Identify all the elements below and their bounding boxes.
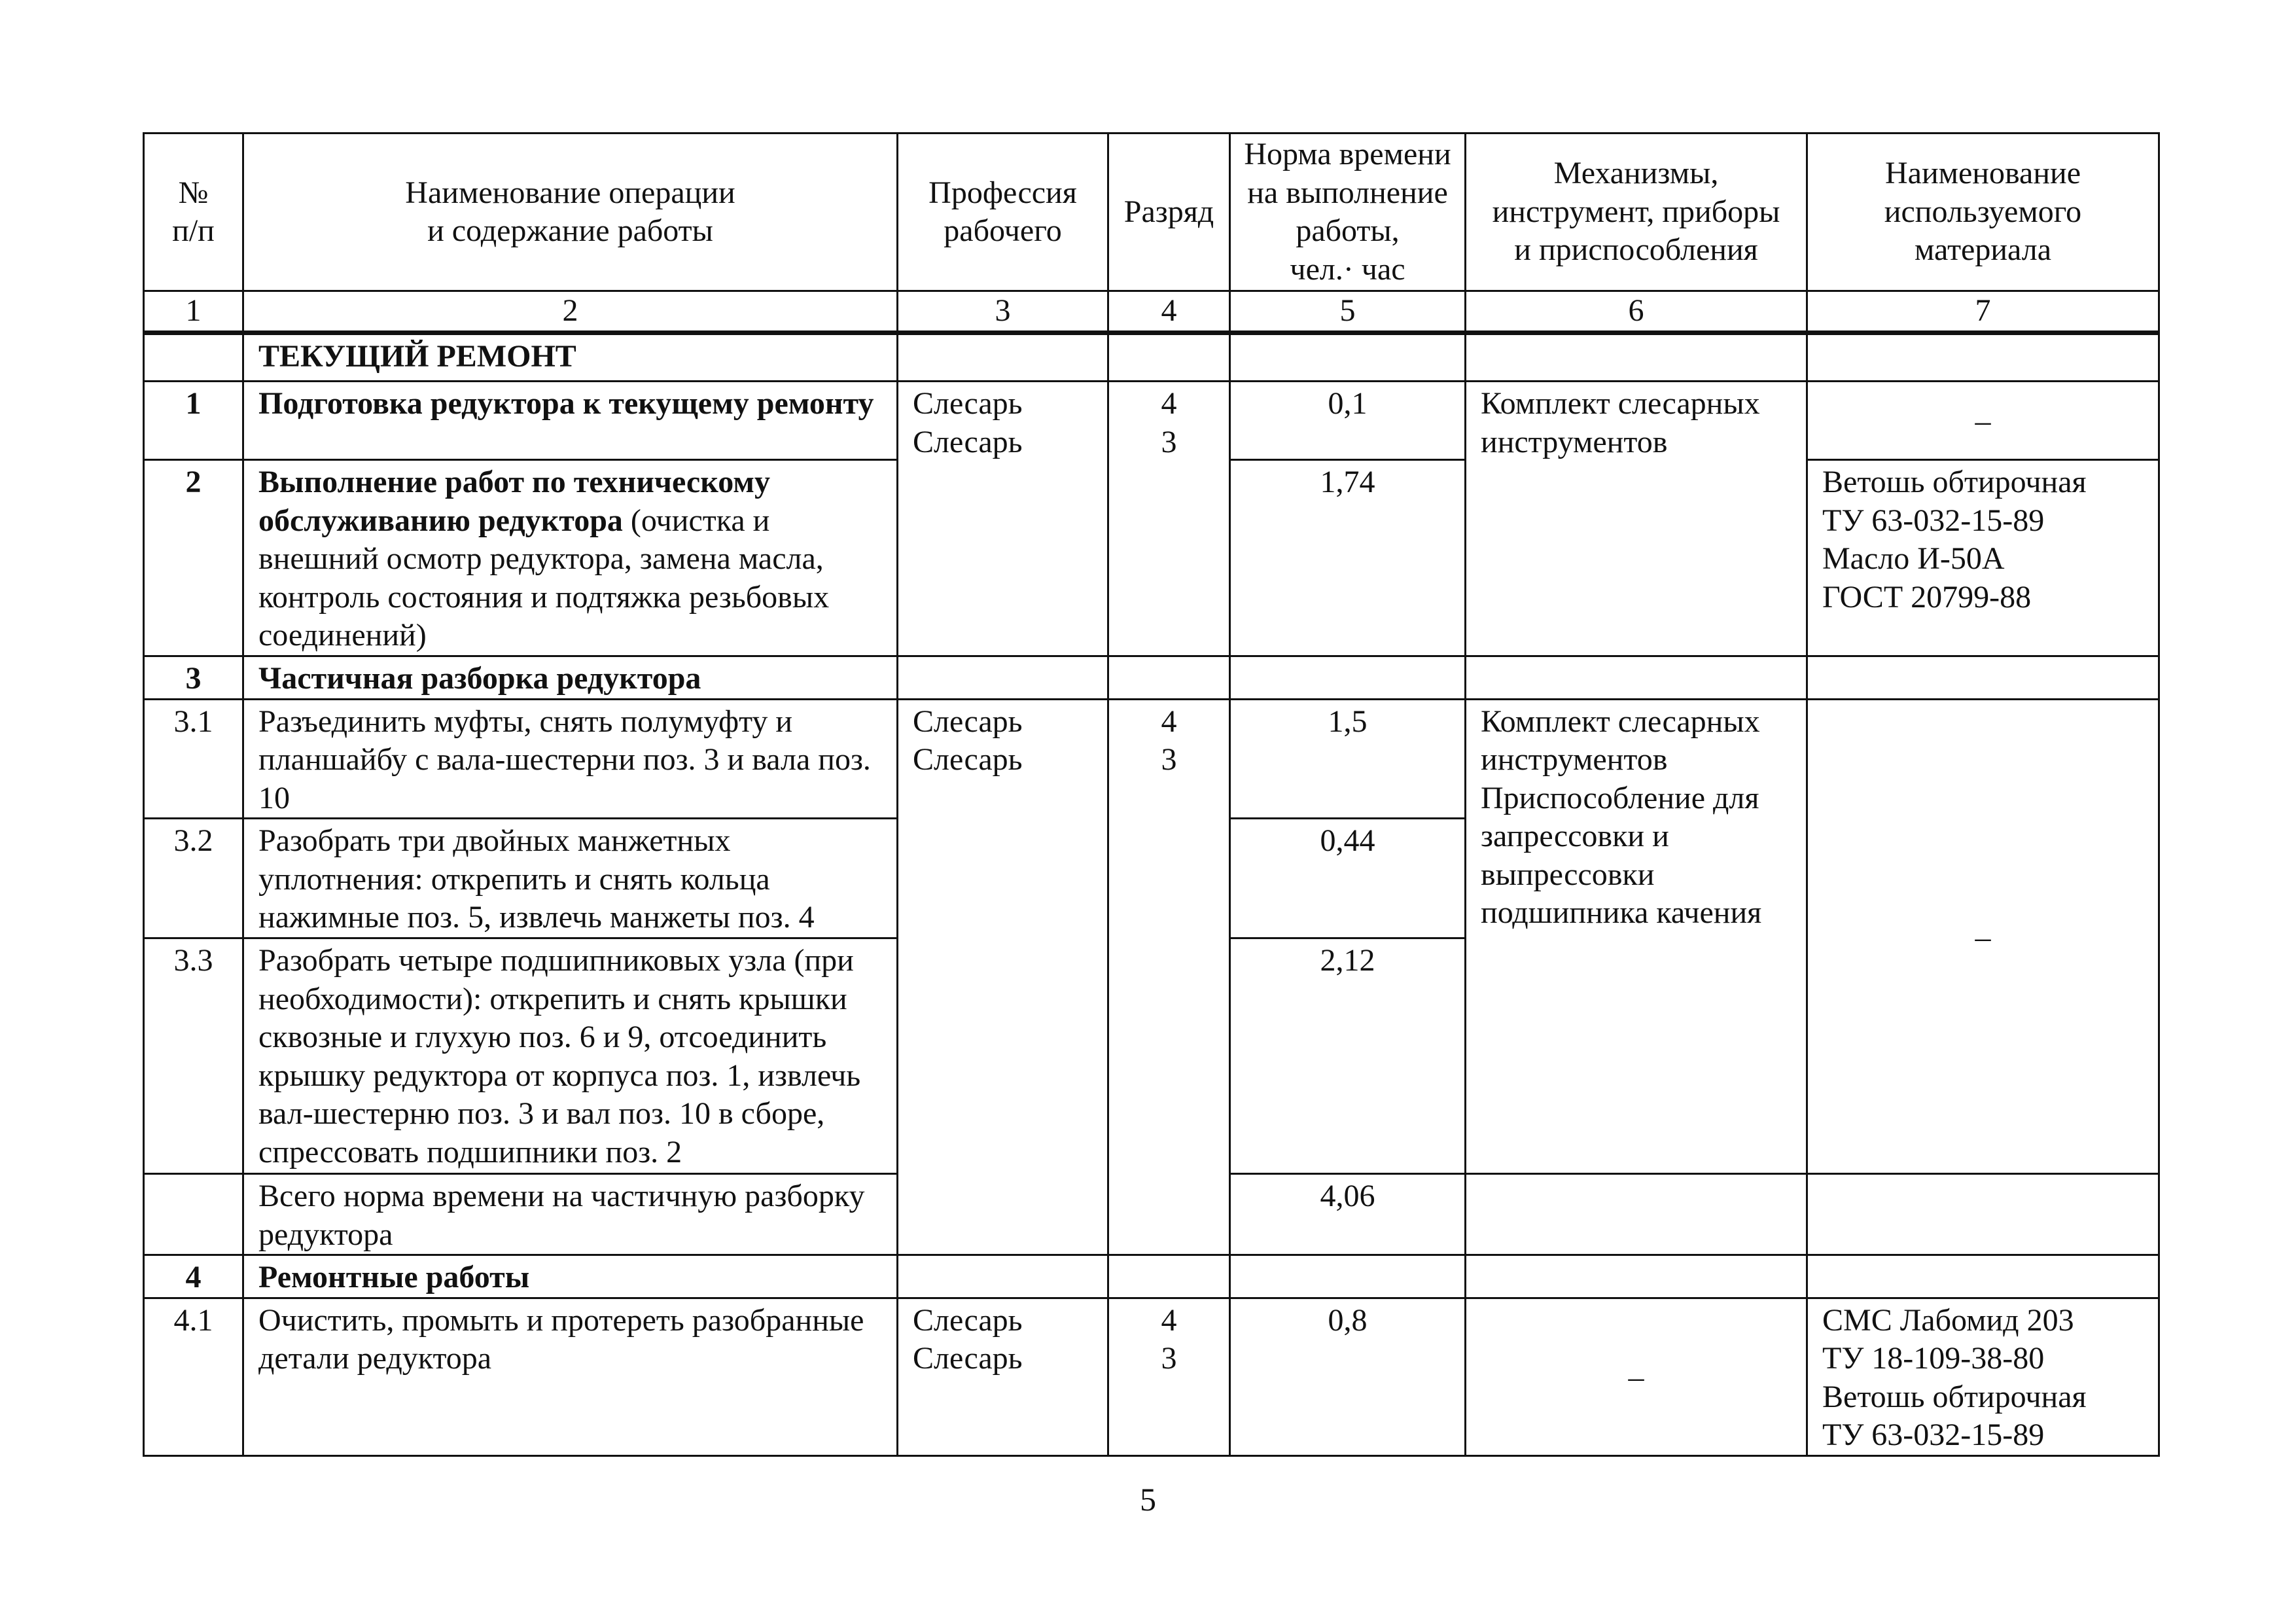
operation-text: Очистить, промыть и протереть разобранные детали редуктора (243, 1298, 898, 1455)
empty-cell (1108, 333, 1230, 382)
header-number: № п/п (144, 134, 243, 291)
material-cell: – (1807, 382, 2159, 460)
time-norm-cell: 1,5 (1230, 699, 1466, 819)
material-cell: Ветошь обтирочная ТУ 63-032-15-89 Масло И-50А ГОСТ 20799-88 (1807, 460, 2159, 656)
header-tools: Механизмы, инструмент, приборы и приспособления (1466, 134, 1807, 291)
empty-cell (1466, 1174, 1807, 1255)
empty-cell (144, 1174, 243, 1255)
grade-cell: 4 3 (1108, 382, 1230, 656)
empty-cell (1230, 333, 1466, 382)
table-header-row (144, 134, 2159, 291)
operation-title: Подготовка редуктора к текущему ремонту (243, 382, 898, 460)
tools-cell: Комплект слесарных инструментов (1466, 382, 1807, 656)
profession-cell: Слесарь Слесарь (898, 1298, 1108, 1455)
tools-cell: Комплект слесарных инструментов Приспособление для запрессовки и выпрессовки подшипника качения (1466, 699, 1807, 1173)
time-norm-cell: 0,8 (1230, 1298, 1466, 1455)
operation-text: (очистка и внешний осмотр редуктора, замена масла, контроль состояния и подтяжка резьбовых соединений) (258, 503, 830, 653)
table-row (144, 656, 2159, 700)
empty-cell (1108, 656, 1230, 700)
header-time-norm: Норма времени на выполнение работы, чел.· час (1230, 134, 1466, 291)
row-number: 3 (144, 656, 243, 700)
row-number: 4 (144, 1255, 243, 1298)
empty-cell (1466, 656, 1807, 700)
header-operation: Наименование операции и содержание работы (243, 134, 898, 291)
time-norm-cell: 0,1 (1230, 382, 1466, 460)
grade-cell: 4 3 (1108, 699, 1230, 1255)
row-number: 1 (144, 382, 243, 460)
empty-cell (1807, 333, 2159, 382)
row-number: 4.1 (144, 1298, 243, 1455)
profession-cell: Слесарь Слесарь (898, 382, 1108, 656)
operation-title: Выполнение работ по техническому обслуживанию редуктора (258, 465, 770, 538)
row-number: 3.1 (144, 699, 243, 819)
empty-cell (898, 1255, 1108, 1298)
operation-cell (243, 460, 898, 656)
section-row (144, 333, 2159, 382)
total-norm: 4,06 (1230, 1174, 1466, 1255)
total-label: Всего норма времени на частичную разборку редуктора (243, 1174, 898, 1255)
empty-cell (1466, 1255, 1807, 1298)
header-material: Наименование используемого материала (1807, 134, 2159, 291)
work-norms-table (143, 132, 2160, 1457)
empty-cell (1230, 1255, 1466, 1298)
operation-title: Ремонтные работы (243, 1255, 898, 1298)
profession-cell: Слесарь Слесарь (898, 699, 1108, 1255)
column-number: 7 (1807, 291, 2159, 333)
operation-text: Разобрать три двойных манжетных уплотнения: открепить и снять кольца нажимные поз. 5, извлечь манжеты поз. 4 (243, 819, 898, 938)
operation-title: Частичная разборка редуктора (243, 656, 898, 700)
row-number: 3.2 (144, 819, 243, 938)
time-norm-cell: 2,12 (1230, 938, 1466, 1174)
header-profession: Профессия рабочего (898, 134, 1108, 291)
time-norm-cell: 0,44 (1230, 819, 1466, 938)
empty-cell (144, 333, 243, 382)
column-number: 2 (243, 291, 898, 333)
time-norm-cell: 1,74 (1230, 460, 1466, 656)
table-row (144, 1298, 2159, 1455)
empty-cell (1466, 333, 1807, 382)
empty-cell (1807, 1174, 2159, 1255)
tools-cell: – (1466, 1298, 1807, 1455)
operation-text: Разобрать четыре подшипниковых узла (при необходимости): открепить и снять крышки сквозные и глухую поз. 6 и 9, отсоединить крышку редуктора от корпуса поз. 1, извлечь вал-шестерню поз. 3 и вал поз. 10 в сборе, спрессовать подшипники поз. 2 (243, 938, 898, 1174)
table-row (144, 1255, 2159, 1298)
column-number: 3 (898, 291, 1108, 333)
grade-cell: 4 3 (1108, 1298, 1230, 1455)
empty-cell (1230, 656, 1466, 700)
empty-cell (1108, 1255, 1230, 1298)
row-number: 3.3 (144, 938, 243, 1174)
operation-text: Разъединить муфты, снять полумуфту и планшайбу с вала-шестерни поз. 3 и вала поз. 10 (243, 699, 898, 819)
empty-cell (1807, 656, 2159, 700)
empty-cell (898, 656, 1108, 700)
column-number: 5 (1230, 291, 1466, 333)
table-row (144, 699, 2159, 819)
empty-cell (898, 333, 1108, 382)
table-row (144, 382, 2159, 460)
empty-cell (1807, 1255, 2159, 1298)
section-title: ТЕКУЩИЙ РЕМОНТ (243, 333, 898, 382)
material-cell: – (1807, 699, 2159, 1173)
column-number: 4 (1108, 291, 1230, 333)
column-number-row (144, 291, 2159, 333)
column-number: 1 (144, 291, 243, 333)
page-number: 5 (1140, 1481, 1156, 1518)
header-grade: Разряд (1108, 134, 1230, 291)
column-number: 6 (1466, 291, 1807, 333)
material-cell: СМС Лабомид 203 ТУ 18-109-38-80 Ветошь обтирочная ТУ 63-032-15-89 (1807, 1298, 2159, 1455)
row-number: 2 (144, 460, 243, 656)
